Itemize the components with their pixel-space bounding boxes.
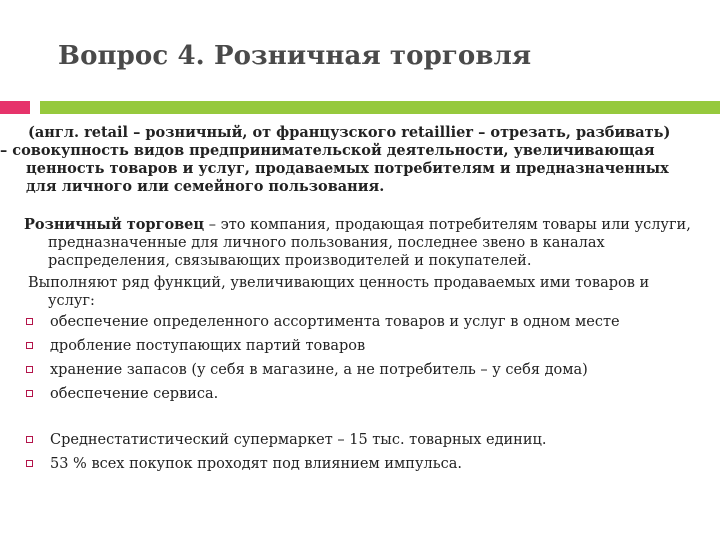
list-item-text: обеспечение сервиса. <box>50 386 219 402</box>
list-item <box>0 310 720 334</box>
list-item-text: хранение запасов (у себя в магазине, а не потребитель – у себя дома) <box>50 362 588 378</box>
facts-list <box>0 428 720 476</box>
slide-content <box>0 124 720 476</box>
slide-title: Вопрос 4. Розничная торговля <box>58 41 532 71</box>
retailer-text: – это компания, продающая потребителям товары или услуги, предназначенные для личного пользования, последнее звено в каналах распределения, связывающих производителей и покупателей. <box>48 217 691 269</box>
checkbox-icon <box>26 436 33 443</box>
list-item <box>0 452 720 476</box>
checkbox-icon <box>26 342 33 349</box>
checkbox-icon <box>26 460 33 467</box>
definition-etymology: (англ. retail – розничный, от французского retaillier – отрезать, разбивать) <box>28 124 671 141</box>
definition-block <box>0 124 720 196</box>
list-item-text: Среднестатистический супермаркет – 15 тыс. товарных единиц. <box>50 432 547 448</box>
list-item-text: 53 % всех покупок проходят под влиянием импульса. <box>50 456 462 472</box>
list-item <box>0 428 720 452</box>
list-item <box>0 382 720 406</box>
checkbox-icon <box>26 390 33 397</box>
retailer-term: Розничный торговец <box>24 216 205 233</box>
functions-list <box>0 310 720 406</box>
list-item-text: дробление поступающих партий товаров <box>50 338 366 354</box>
checkbox-icon <box>26 366 33 373</box>
list-item-text: обеспечение определенного ассортимента товаров и услуг в одном месте <box>50 314 620 330</box>
accent-bar-green <box>40 101 720 114</box>
retailer-definition <box>0 216 720 270</box>
list-item <box>0 358 720 382</box>
accent-bar-pink <box>0 101 30 114</box>
list-item <box>0 334 720 358</box>
functions-intro: Выполняют ряд функций, увеличивающих ценность продаваемых ими товаров и услуг: <box>28 275 650 309</box>
definition-text: – совокупность видов предпринимательской деятельности, увеличивающая ценность товаров и услуг, продаваемых потребителям и предназначенных для личного или семейного пользования. <box>0 142 669 195</box>
checkbox-icon <box>26 318 33 325</box>
